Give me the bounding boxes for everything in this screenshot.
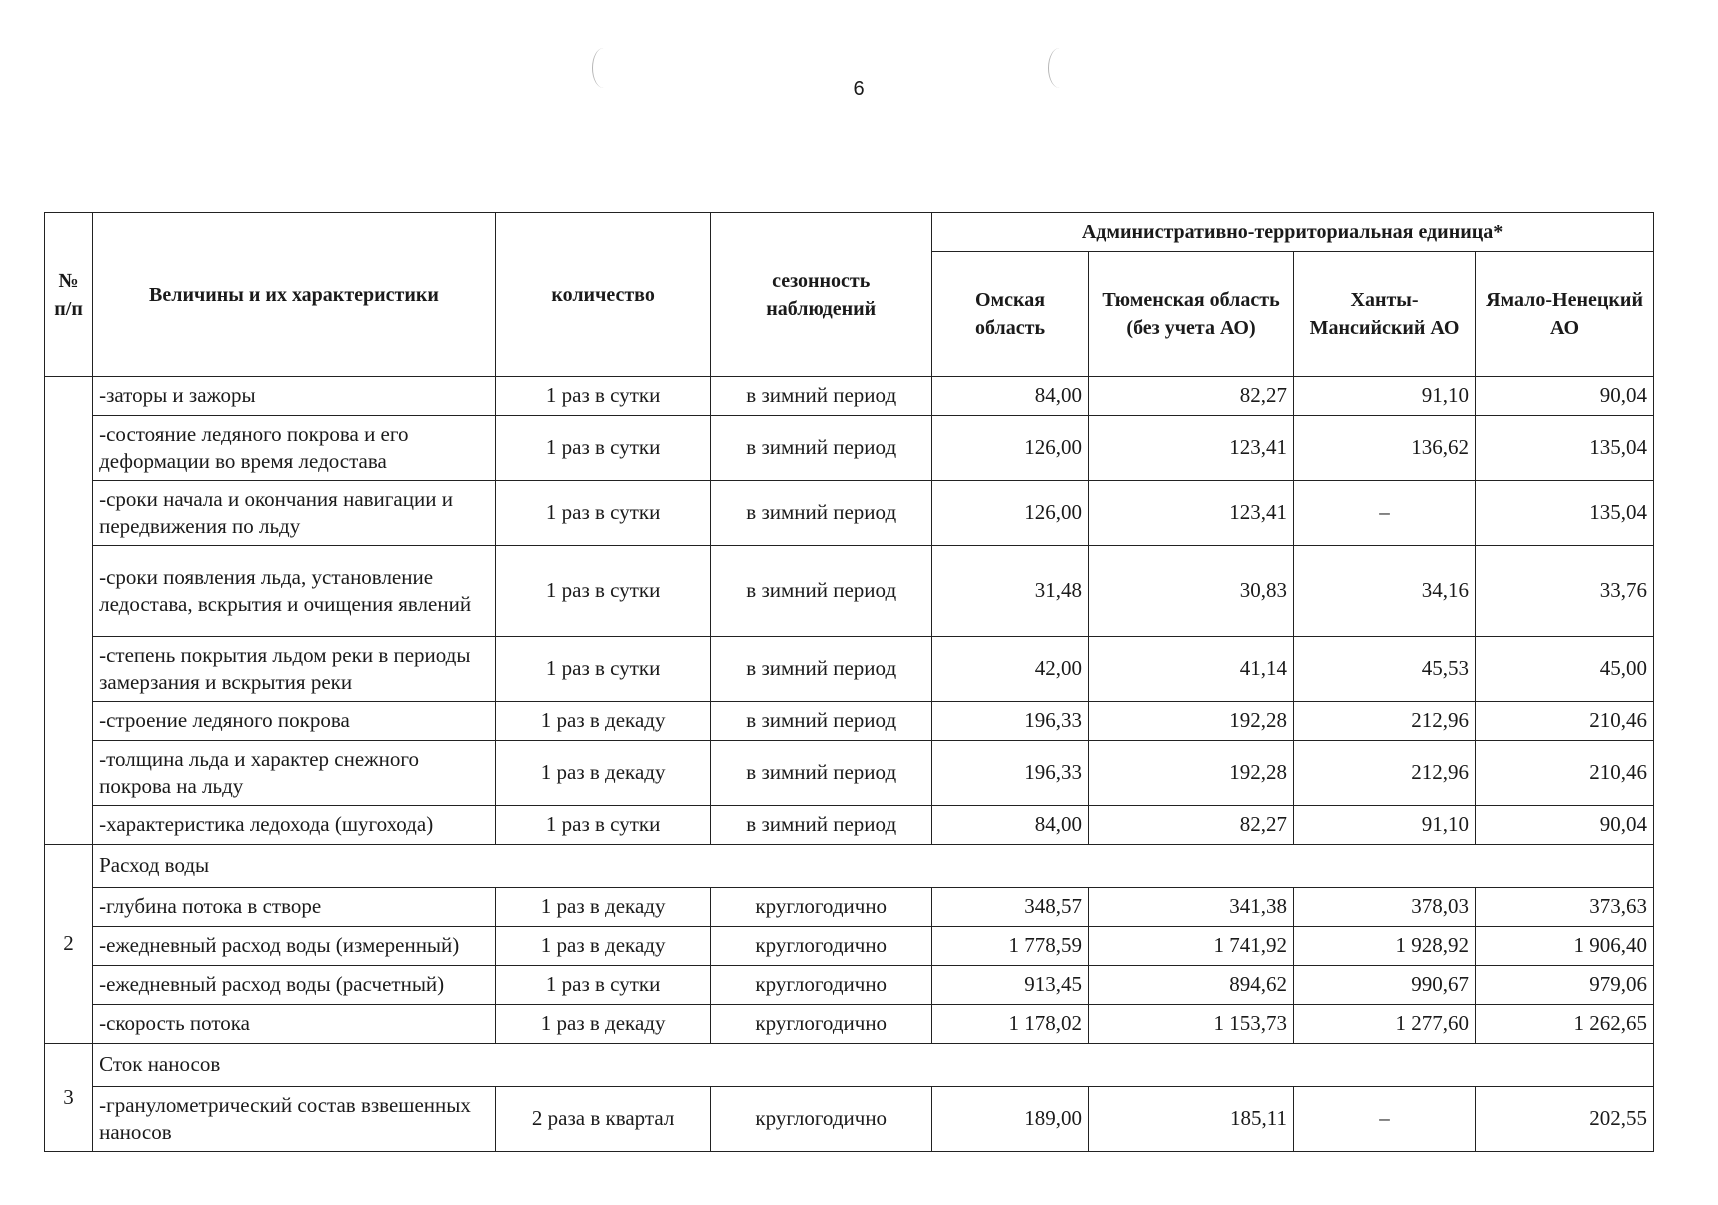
- value-khmao: 212,96: [1294, 702, 1476, 741]
- value-yanao: 45,00: [1476, 637, 1654, 702]
- value-khmao: 91,10: [1294, 806, 1476, 845]
- value-yanao: 1 262,65: [1476, 1005, 1654, 1044]
- row-quantity: 1 раз в сутки: [495, 637, 711, 702]
- row-name: -сроки начала и окончания навигации и передвижения по льду: [93, 481, 496, 546]
- row-quantity: 1 раз в сутки: [495, 416, 711, 481]
- value-khmao: 378,03: [1294, 888, 1476, 927]
- row-season: в зимний период: [711, 481, 932, 546]
- table-row: [45, 1005, 1654, 1044]
- row-quantity: 1 раз в декаду: [495, 1005, 711, 1044]
- value-khmao: 990,67: [1294, 966, 1476, 1005]
- row-name: -глубина потока в створе: [93, 888, 496, 927]
- value-khmao: 1 928,92: [1294, 927, 1476, 966]
- value-omsk: 42,00: [932, 637, 1089, 702]
- section-row: [45, 845, 1654, 888]
- value-omsk: 189,00: [932, 1087, 1089, 1152]
- row-season: круглогодично: [711, 1005, 932, 1044]
- header-num: № п/п: [45, 213, 93, 377]
- value-tyumen: 192,28: [1089, 702, 1294, 741]
- row-name: -толщина льда и характер снежного покрова на льду: [93, 741, 496, 806]
- table-row: [45, 702, 1654, 741]
- value-yanao: 135,04: [1476, 416, 1654, 481]
- scan-artifact: [592, 48, 615, 88]
- row-season: круглогодично: [711, 927, 932, 966]
- row-name: -ежедневный расход воды (измеренный): [93, 927, 496, 966]
- row-name: -ежедневный расход воды (расчетный): [93, 966, 496, 1005]
- header-admin-unit: Административно-территориальная единица*: [932, 213, 1654, 252]
- value-omsk: 31,48: [932, 546, 1089, 637]
- header-quantity: количество: [495, 213, 711, 377]
- table-row: [45, 927, 1654, 966]
- value-yanao: 135,04: [1476, 481, 1654, 546]
- header-region-khmao: Ханты-Мансийский АО: [1294, 252, 1476, 377]
- row-season: в зимний период: [711, 637, 932, 702]
- row-season: в зимний период: [711, 702, 932, 741]
- header-region-tyumen: Тюменская область (без учета АО): [1089, 252, 1294, 377]
- value-tyumen: 123,41: [1089, 416, 1294, 481]
- row-quantity: 1 раз в декаду: [495, 741, 711, 806]
- value-omsk: 84,00: [932, 806, 1089, 845]
- value-yanao: 210,46: [1476, 741, 1654, 806]
- value-yanao: 1 906,40: [1476, 927, 1654, 966]
- row-season: круглогодично: [711, 966, 932, 1005]
- row-name: -гранулометрический состав взвешенных наносов: [93, 1087, 496, 1152]
- row-season: в зимний период: [711, 806, 932, 845]
- section-title: Сток наносов: [93, 1044, 1654, 1087]
- table-row: [45, 888, 1654, 927]
- value-khmao: –: [1294, 1087, 1476, 1152]
- header-region-omsk: Омская область: [932, 252, 1089, 377]
- value-tyumen: 30,83: [1089, 546, 1294, 637]
- value-khmao: 91,10: [1294, 377, 1476, 416]
- value-omsk: 348,57: [932, 888, 1089, 927]
- value-omsk: 126,00: [932, 416, 1089, 481]
- value-tyumen: 185,11: [1089, 1087, 1294, 1152]
- value-omsk: 126,00: [932, 481, 1089, 546]
- value-khmao: 34,16: [1294, 546, 1476, 637]
- row-season: круглогодично: [711, 1087, 932, 1152]
- scan-artifact: [1048, 48, 1071, 88]
- value-yanao: 33,76: [1476, 546, 1654, 637]
- table-row: [45, 637, 1654, 702]
- header-region-yanao: Ямало-Ненецкий АО: [1476, 252, 1654, 377]
- header-season: сезонность наблюдений: [711, 213, 932, 377]
- table-row: [45, 481, 1654, 546]
- value-khmao: 1 277,60: [1294, 1005, 1476, 1044]
- table-row: [45, 806, 1654, 845]
- page-number: 6: [853, 78, 865, 100]
- value-tyumen: 1 741,92: [1089, 927, 1294, 966]
- row-name: -заторы и зажоры: [93, 377, 496, 416]
- row-quantity: 2 раза в квартал: [495, 1087, 711, 1152]
- table-row: [45, 741, 1654, 806]
- value-omsk: 196,33: [932, 702, 1089, 741]
- row-name: -строение ледяного покрова: [93, 702, 496, 741]
- value-tyumen: 41,14: [1089, 637, 1294, 702]
- value-khmao: 212,96: [1294, 741, 1476, 806]
- row-name: -сроки появления льда, установление ледостава, вскрытия и очищения явлений: [93, 546, 496, 637]
- value-tyumen: 894,62: [1089, 966, 1294, 1005]
- value-omsk: 84,00: [932, 377, 1089, 416]
- row-quantity: 1 раз в сутки: [495, 806, 711, 845]
- row-name: -характеристика ледохода (шугохода): [93, 806, 496, 845]
- value-omsk: 1 178,02: [932, 1005, 1089, 1044]
- row-quantity: 1 раз в сутки: [495, 966, 711, 1005]
- table-row: [45, 966, 1654, 1005]
- row-season: круглогодично: [711, 888, 932, 927]
- value-tyumen: 82,27: [1089, 806, 1294, 845]
- value-yanao: 373,63: [1476, 888, 1654, 927]
- row-season: в зимний период: [711, 546, 932, 637]
- section-number: 3: [45, 1044, 93, 1152]
- row-name: -состояние ледяного покрова и его деформации во время ледостава: [93, 416, 496, 481]
- value-khmao: 45,53: [1294, 637, 1476, 702]
- observations-table: [44, 212, 1654, 1152]
- value-yanao: 202,55: [1476, 1087, 1654, 1152]
- row-quantity: 1 раз в декаду: [495, 927, 711, 966]
- value-tyumen: 341,38: [1089, 888, 1294, 927]
- row-name: -степень покрытия льдом реки в периоды замерзания и вскрытия реки: [93, 637, 496, 702]
- value-omsk: 1 778,59: [932, 927, 1089, 966]
- value-khmao: –: [1294, 481, 1476, 546]
- row-quantity: 1 раз в сутки: [495, 481, 711, 546]
- table-row: [45, 1087, 1654, 1152]
- row-num-cell: [45, 377, 93, 845]
- row-name: -скорость потока: [93, 1005, 496, 1044]
- header-name: Величины и их характеристики: [93, 213, 496, 377]
- value-omsk: 196,33: [932, 741, 1089, 806]
- table-row: [45, 377, 1654, 416]
- value-tyumen: 192,28: [1089, 741, 1294, 806]
- value-tyumen: 123,41: [1089, 481, 1294, 546]
- value-yanao: 90,04: [1476, 806, 1654, 845]
- section-number: 2: [45, 845, 93, 1044]
- section-row: [45, 1044, 1654, 1087]
- row-season: в зимний период: [711, 377, 932, 416]
- row-season: в зимний период: [711, 416, 932, 481]
- value-yanao: 979,06: [1476, 966, 1654, 1005]
- row-quantity: 1 раз в сутки: [495, 377, 711, 416]
- section-title: Расход воды: [93, 845, 1654, 888]
- row-quantity: 1 раз в декаду: [495, 888, 711, 927]
- value-yanao: 90,04: [1476, 377, 1654, 416]
- value-tyumen: 1 153,73: [1089, 1005, 1294, 1044]
- value-tyumen: 82,27: [1089, 377, 1294, 416]
- value-omsk: 913,45: [932, 966, 1089, 1005]
- row-quantity: 1 раз в декаду: [495, 702, 711, 741]
- table-row: [45, 416, 1654, 481]
- row-quantity: 1 раз в сутки: [495, 546, 711, 637]
- value-yanao: 210,46: [1476, 702, 1654, 741]
- value-khmao: 136,62: [1294, 416, 1476, 481]
- table-row: [45, 546, 1654, 637]
- row-season: в зимний период: [711, 741, 932, 806]
